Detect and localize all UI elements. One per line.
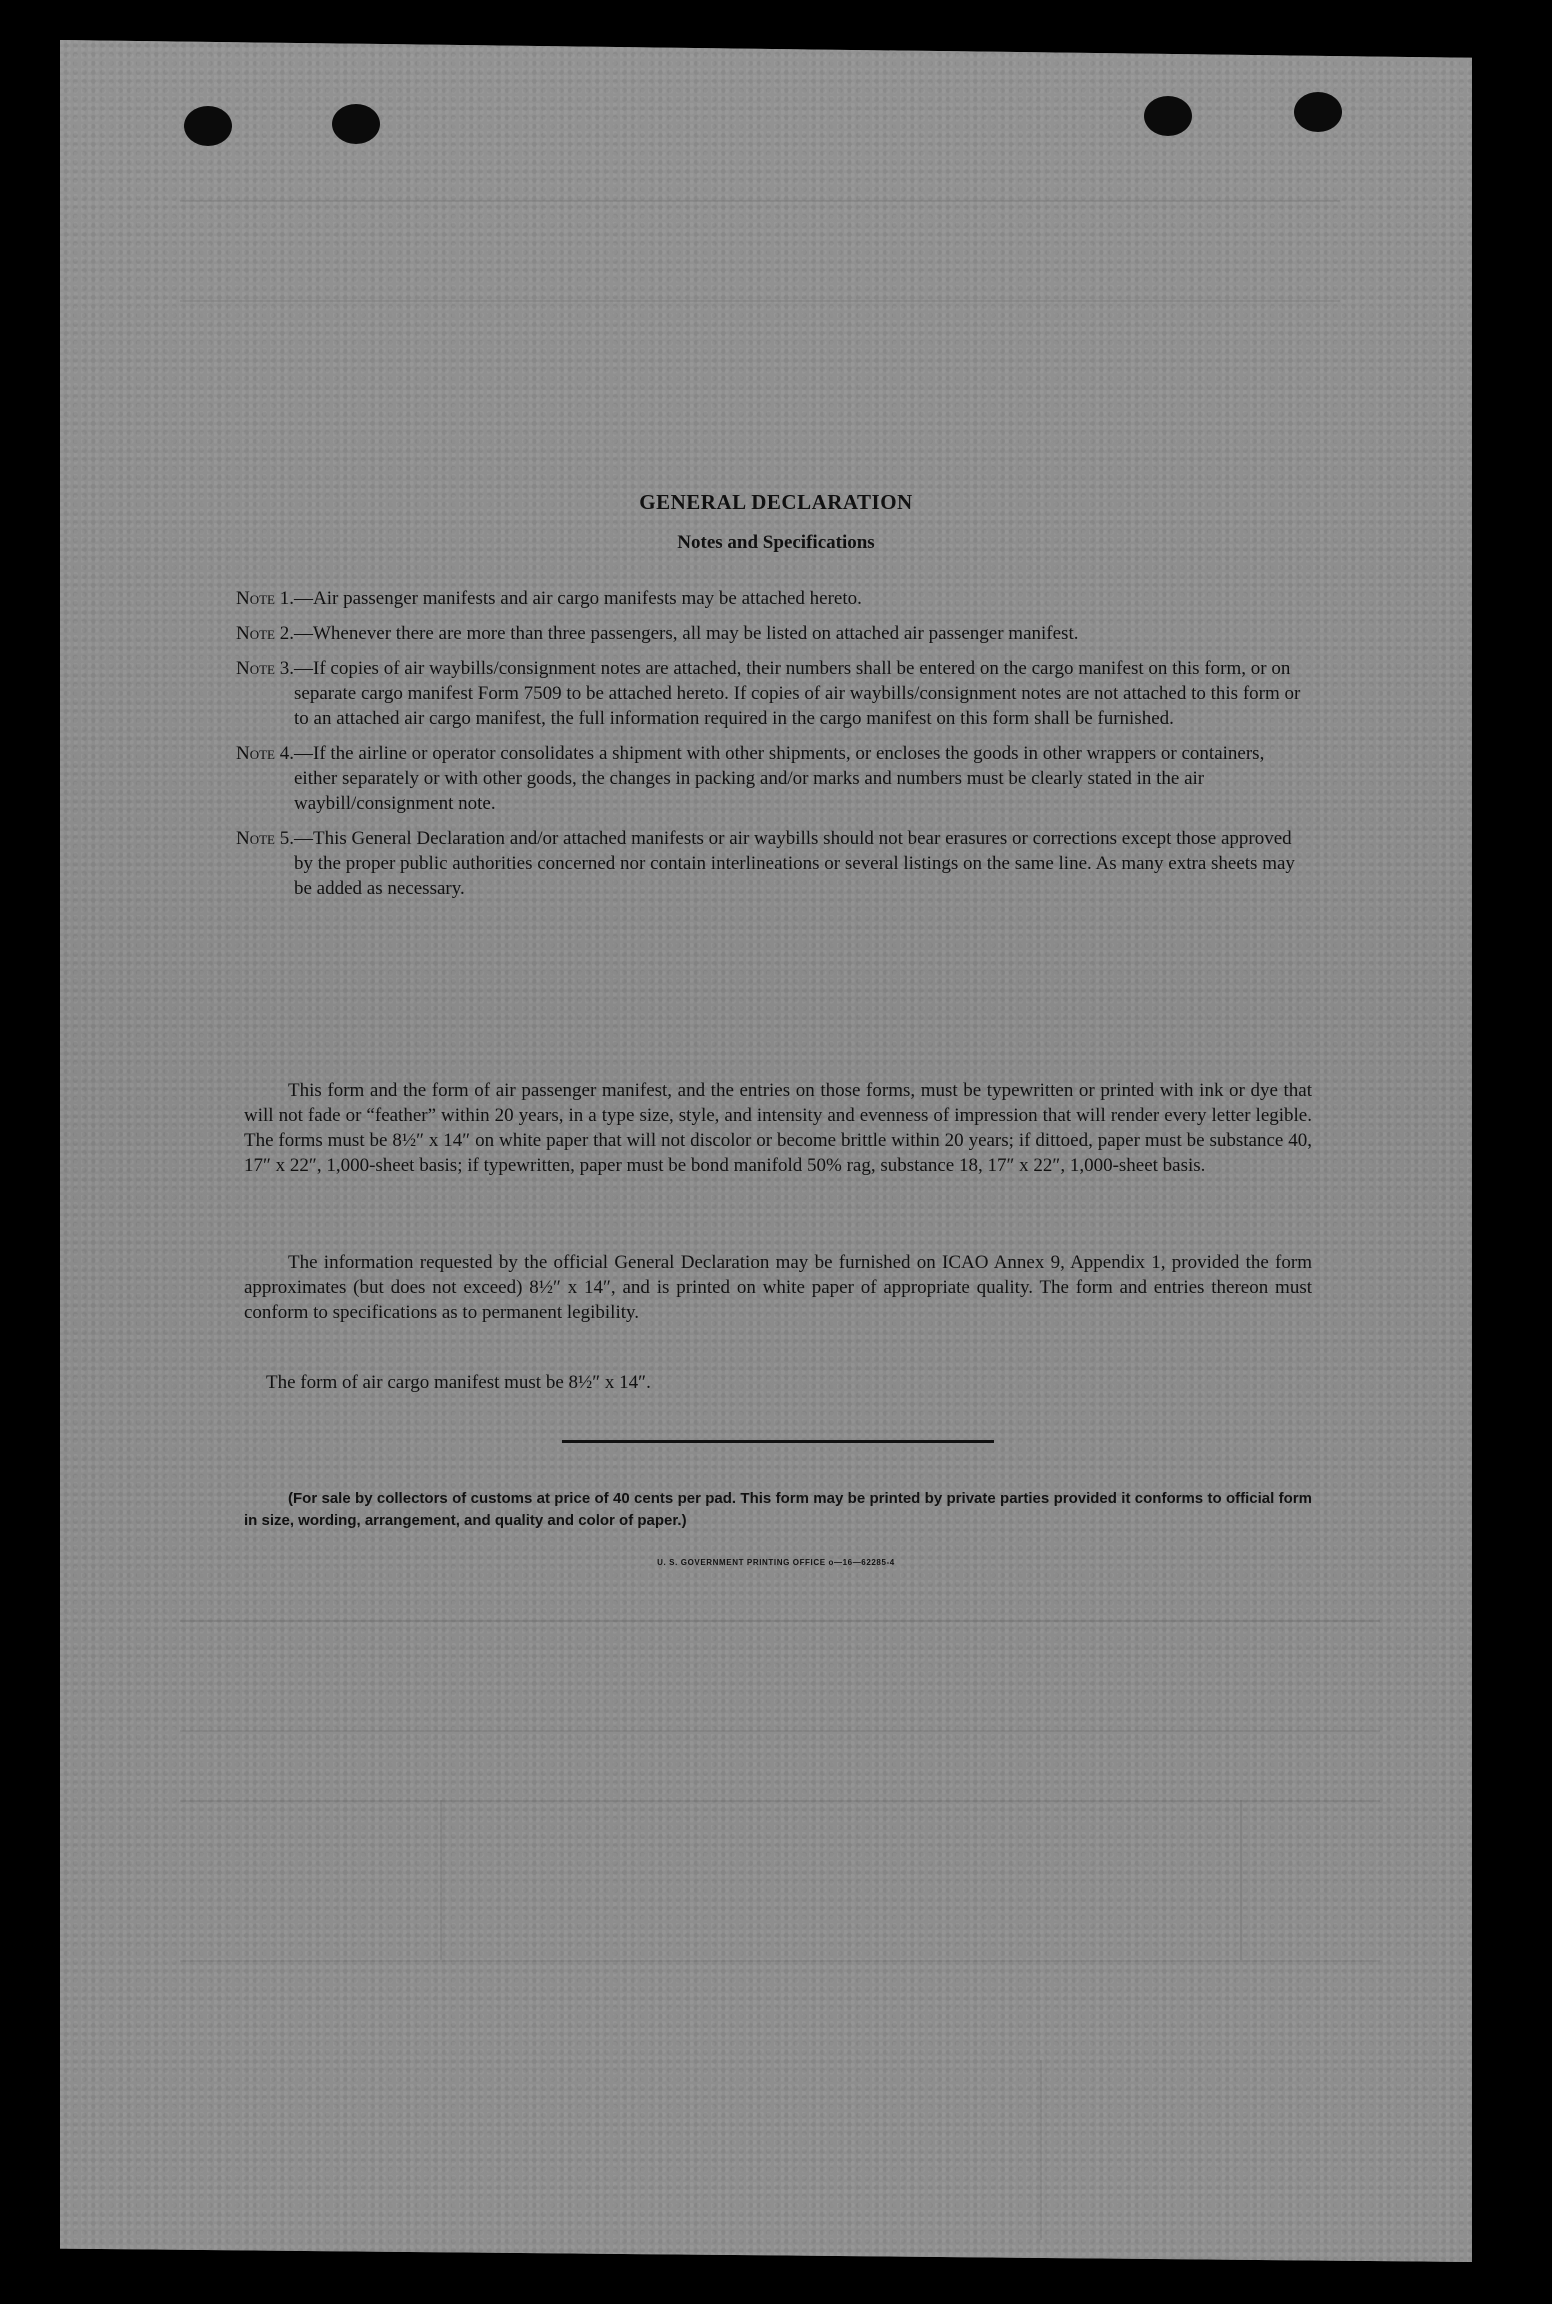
bleed-through-line xyxy=(440,1800,442,1960)
note-label: Note 1. xyxy=(236,588,294,609)
notes-list xyxy=(236,586,1312,911)
bleed-through-line xyxy=(180,1730,1380,1732)
printer-imprint: U. S. GOVERNMENT PRINTING OFFICE o—16—62285-4 xyxy=(657,1558,895,1567)
punch-hole-2 xyxy=(332,104,380,144)
note-text: —Air passenger manifests and air cargo manifests may be attached hereto. xyxy=(294,588,862,609)
bleed-through-line xyxy=(180,300,1340,302)
note-label: Note 2. xyxy=(236,623,294,644)
bleed-through-line xyxy=(1040,2060,1042,2240)
paragraph-icao-annex: The information requested by the official General Declaration may be furnished on ICAO Annex 9, Appendix 1, provided the form approximates (but does not exceed) 8½″ x 14″, and is printed on white paper of appropriate quality. The form and entries thereon must conform to specifications as to permanent legibility. xyxy=(244,1252,1312,1323)
note-text: —If copies of air waybills/consignment notes are attached, their numbers shall be entered on the cargo manifest on this form, or on separate cargo manifest Form 7509 to be attached hereto. If copies of air waybills/consignment notes are not attached to this form or to an attached air cargo manifest, the full information required in the cargo manifest on this form shall be furnished. xyxy=(294,658,1301,729)
note-text: —If the airline or operator consolidates a shipment with other shipments, or encloses the goods in other wrappers or containers, either separately or with other goods, the changes in packing and/or marks and numbers must be clearly stated in the air waybill/consignment note. xyxy=(294,743,1265,814)
note-text: —Whenever there are more than three passengers, all may be listed on attached air passenger manifest. xyxy=(294,623,1079,644)
note-text: —This General Declaration and/or attached manifests or air waybills should not bear erasures or corrections except those approved by the proper public authorities concerned nor contain interlineations or several listings on the same line. As many extra sheets may be added as necessary. xyxy=(294,828,1295,899)
punch-hole-3 xyxy=(1144,96,1192,136)
note-label: Note 4. xyxy=(236,743,294,764)
sale-notice: (For sale by collectors of customs at price of 40 cents per pad. This form may be printed by private parties provided it conforms to official form in size, wording, arrangement, and quality and color of paper.) xyxy=(244,1490,1312,1529)
paragraph-cargo-manifest-size: The form of air cargo manifest must be 8½″ x 14″. xyxy=(266,1372,651,1393)
punch-hole-1 xyxy=(184,106,232,146)
punch-hole-4 xyxy=(1294,92,1342,132)
note-label: Note 3. xyxy=(236,658,294,679)
bleed-through-line xyxy=(180,1960,1380,1962)
bleed-through-line xyxy=(1240,1800,1242,1960)
bleed-through-line xyxy=(180,1620,1380,1622)
bleed-through-line xyxy=(180,200,1340,202)
note-item xyxy=(236,656,1312,731)
note-item xyxy=(236,586,1312,611)
document-subtitle: Notes and Specifications xyxy=(677,532,875,553)
document-title: GENERAL DECLARATION xyxy=(639,490,913,514)
paragraph-form-requirements: This form and the form of air passenger manifest, and the entries on those forms, must be typewritten or printed with ink or dye that will not fade or “feather” within 20 years, in a type size, style, and intensity and evenness of impression that will render every letter legible. The forms must be 8½″ x 14″ on white paper that will not discolor or become brittle within 20 years; if dittoed, paper must be substance 40, 17″ x 22″, 1,000-sheet basis; if typewritten, paper must be bond manifold 50% rag, substance 18, 17″ x 22″, 1,000-sheet basis. xyxy=(244,1080,1312,1176)
note-item xyxy=(236,741,1312,816)
bleed-through-line xyxy=(180,1800,1380,1802)
note-item xyxy=(236,621,1312,646)
note-item xyxy=(236,826,1312,901)
note-label: Note 5. xyxy=(236,828,294,849)
divider-rule xyxy=(562,1440,994,1443)
